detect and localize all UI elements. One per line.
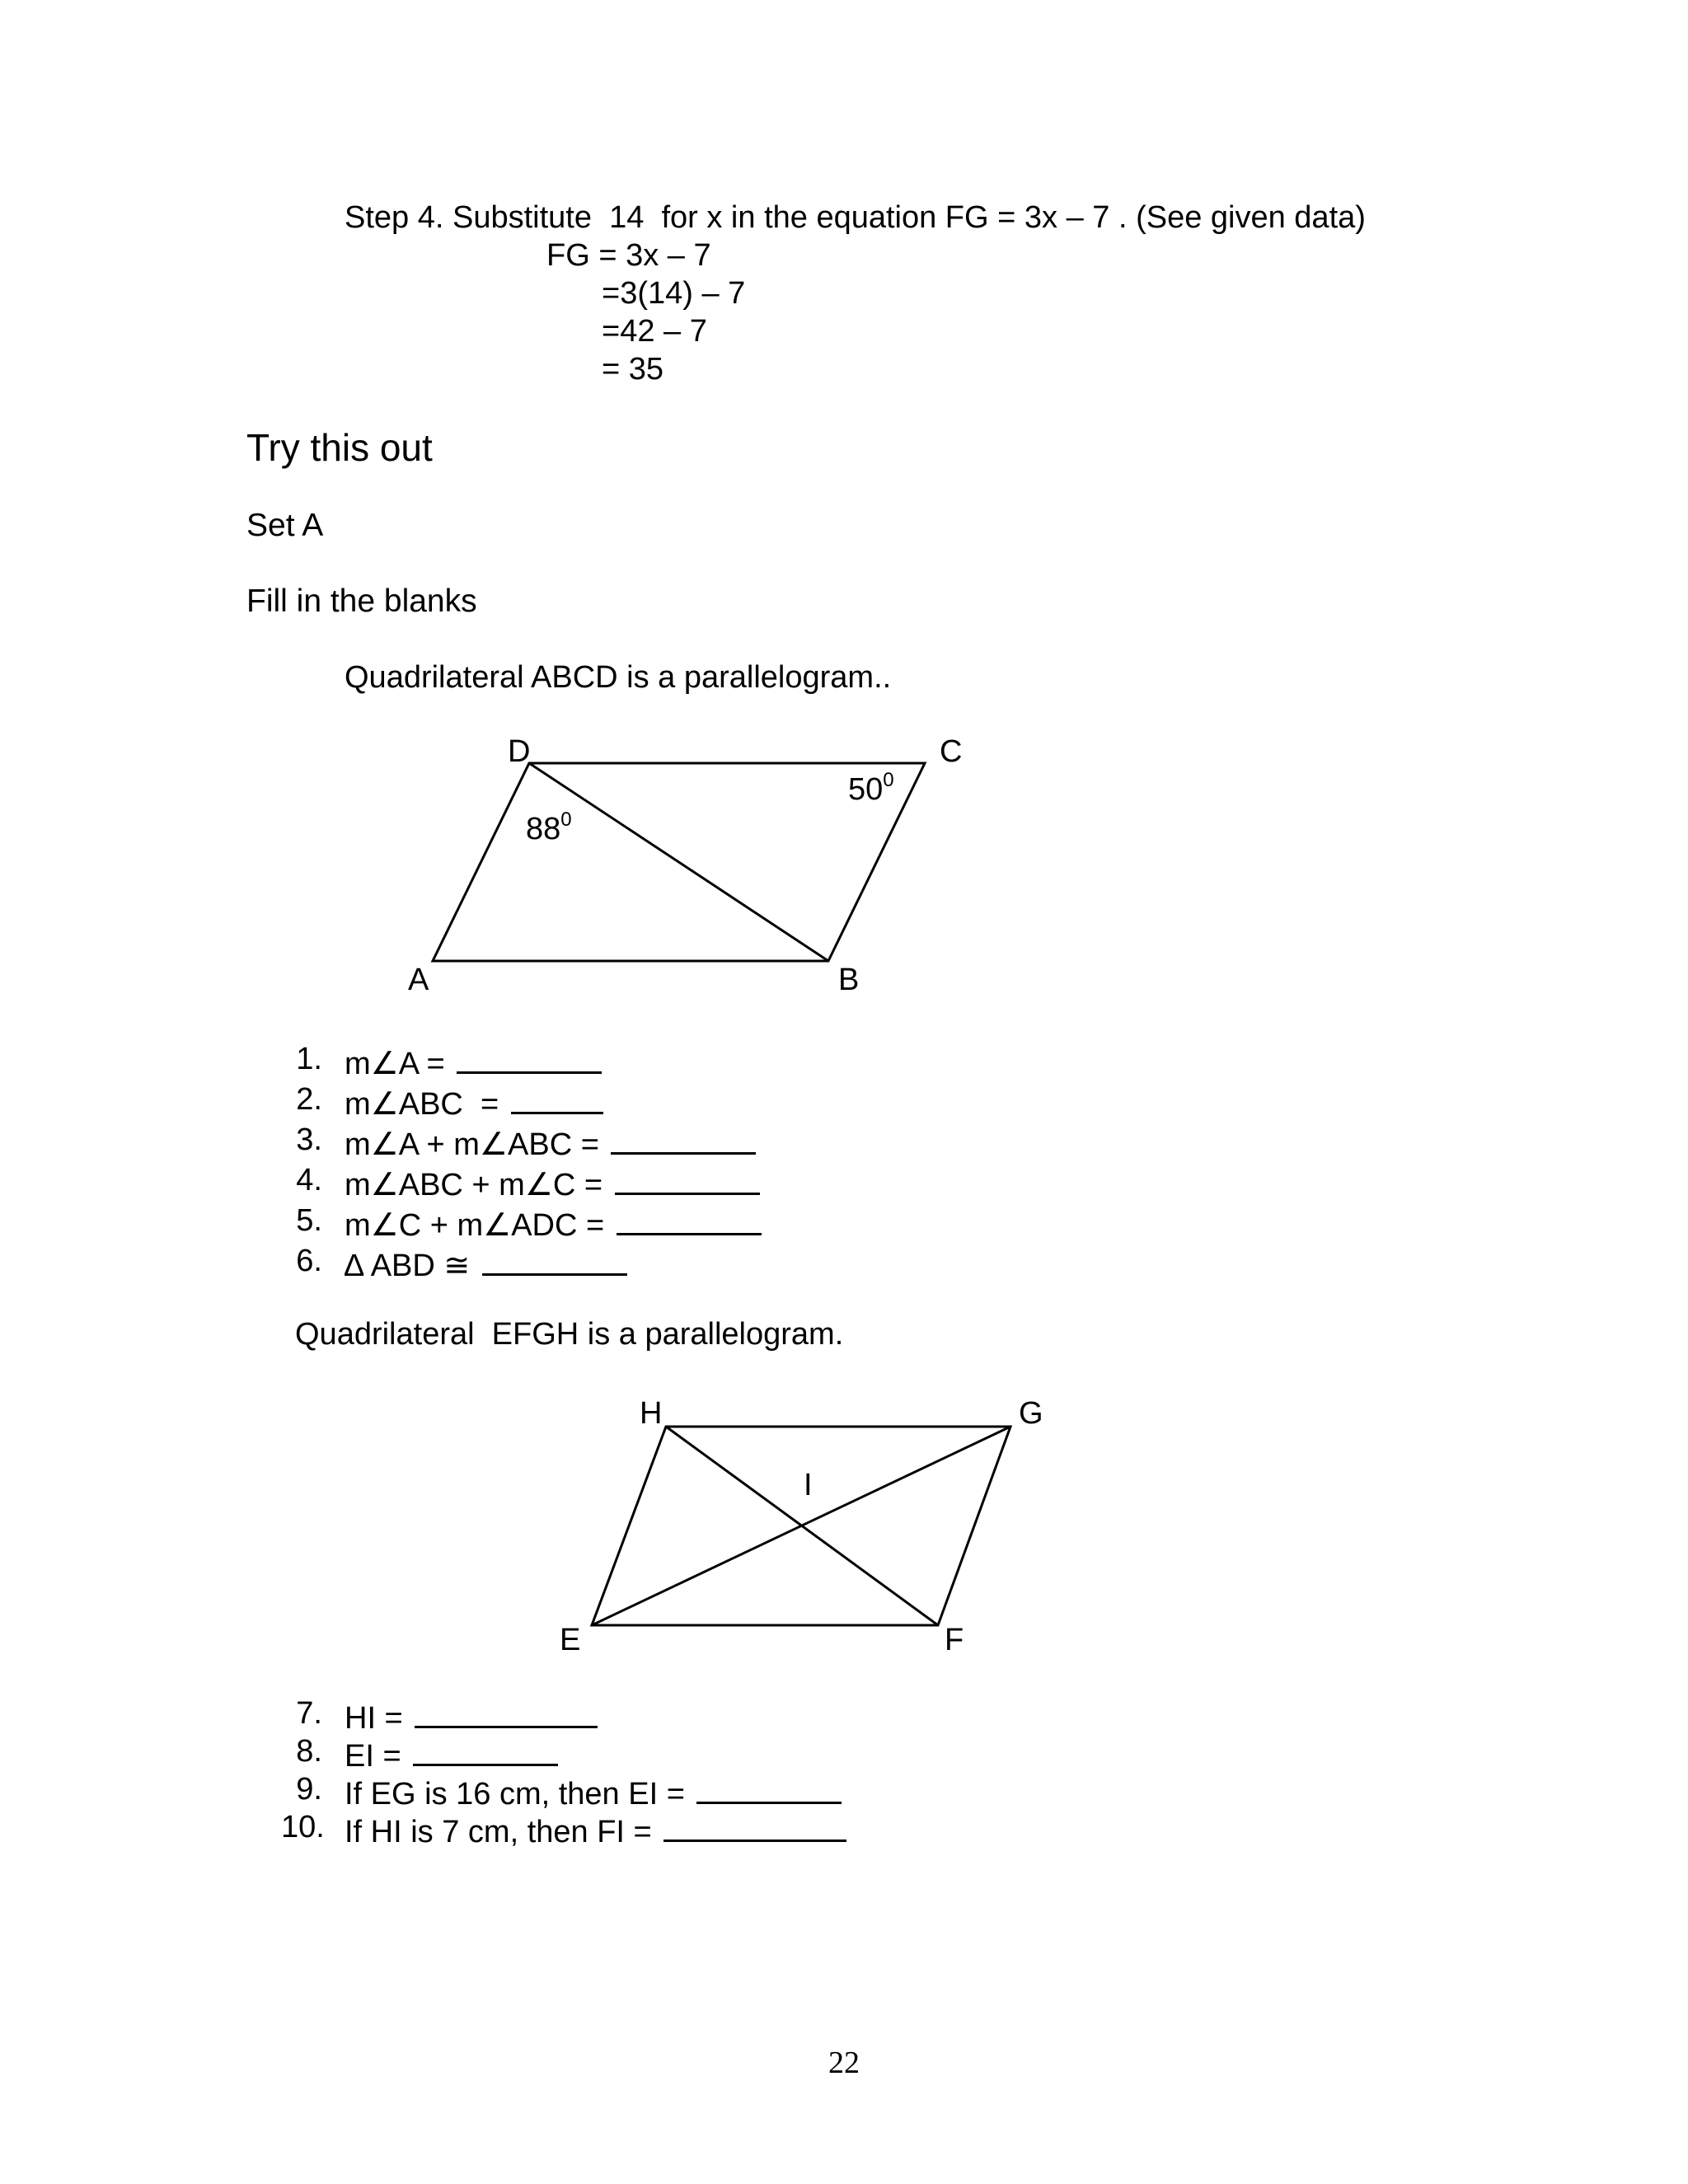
work-line-4: = 35 <box>602 352 664 387</box>
question-1-number: 1. <box>296 1042 322 1076</box>
vertex-label-a: A <box>408 963 429 997</box>
degree-mark: 0 <box>883 769 894 791</box>
answer-blank-10[interactable] <box>663 1811 846 1842</box>
vertex-label-e: E <box>560 1623 581 1657</box>
answer-blank-6[interactable] <box>482 1245 627 1276</box>
answer-blank-9[interactable] <box>696 1774 842 1804</box>
work-line-3: =42 – 7 <box>602 314 707 349</box>
question-2: m∠ABC = <box>345 1084 603 1120</box>
question-7: HI = <box>345 1698 598 1734</box>
abcd-statement: Quadrilateral ABCD is a parallelogram.. <box>345 660 892 695</box>
degree-mark: 0 <box>560 808 572 831</box>
question-3-number: 3. <box>296 1122 322 1157</box>
question-10: If HI is 7 cm, then FI = <box>345 1811 846 1848</box>
vertex-label-h: H <box>640 1396 663 1431</box>
answer-blank-2[interactable] <box>511 1084 603 1114</box>
work-line-1: FG = 3x – 7 <box>546 238 711 273</box>
abcd-diagonal-db <box>529 763 828 961</box>
question-5-number: 5. <box>296 1203 322 1238</box>
question-4-number: 4. <box>296 1163 322 1197</box>
work-line-2: =3(14) – 7 <box>602 276 746 311</box>
question-5: m∠C + m∠ADC = <box>345 1205 762 1241</box>
vertex-label-b: B <box>838 963 860 997</box>
question-1: m∠A = <box>345 1043 602 1080</box>
question-6-number: 6. <box>296 1244 322 1278</box>
instruction: Fill in the blanks <box>246 583 477 619</box>
question-7-number: 7. <box>296 1696 322 1731</box>
answer-blank-1[interactable] <box>457 1043 602 1074</box>
answer-blank-5[interactable] <box>617 1205 762 1235</box>
question-6: ∆ ABD ≅ <box>345 1245 627 1282</box>
question-3: m∠A + m∠ABC = <box>345 1124 756 1160</box>
efgh-statement: Quadrilateral EFGH is a parallelogram. <box>295 1317 844 1352</box>
angle-d-label: $88^0$ <box>526 808 572 846</box>
answer-blank-3[interactable] <box>611 1124 756 1155</box>
question-2-number: 2. <box>296 1082 322 1117</box>
step-4-line: Step 4. Substitute 14 for x in the equation FG = 3x – 7 . (See given data) <box>345 200 1366 235</box>
vertex-label-g: G <box>1019 1396 1043 1431</box>
question-10-number: 10. <box>281 1810 325 1844</box>
page-number: 22 <box>828 2046 860 2080</box>
parallelogram-efgh <box>592 1427 1010 1625</box>
answer-blank-8[interactable] <box>413 1736 558 1766</box>
question-8: EI = <box>345 1736 558 1772</box>
set-label: Set A <box>246 508 324 543</box>
question-9-number: 9. <box>296 1772 322 1807</box>
answer-blank-7[interactable] <box>415 1698 598 1728</box>
question-4: m∠ABC + m∠C = <box>345 1165 760 1201</box>
question-8-number: 8. <box>296 1734 322 1769</box>
question-9: If EG is 16 cm, then EI = <box>345 1774 842 1810</box>
angle-c-label: $50^0$ <box>848 769 894 807</box>
answer-blank-4[interactable] <box>615 1165 760 1195</box>
vertex-label-f: F <box>945 1623 964 1657</box>
vertex-label-c: C <box>940 734 963 769</box>
intersection-label-i: I <box>804 1468 813 1502</box>
vertex-label-d: D <box>508 734 531 769</box>
section-title: Try this out <box>246 426 433 469</box>
